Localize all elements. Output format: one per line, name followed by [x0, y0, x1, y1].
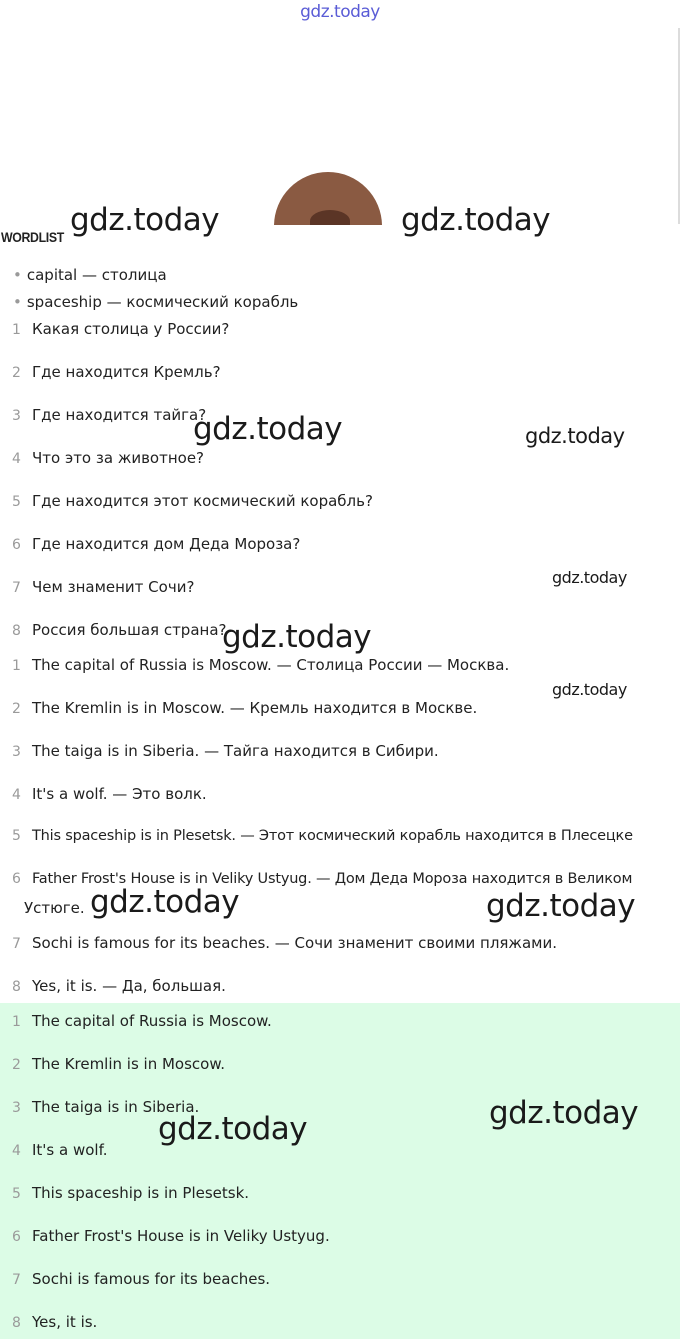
watermark: gdz.today — [158, 1111, 308, 1147]
question-row — [12, 535, 300, 553]
watermark: gdz.today — [552, 680, 627, 699]
answer-row — [12, 1055, 225, 1073]
answer-text: Sochi is famous for its beaches. — [32, 1270, 271, 1288]
translated-answer-row — [12, 934, 557, 952]
question-row — [12, 320, 229, 338]
answer-text: The Kremlin is in Moscow. — [32, 1055, 226, 1073]
question-row — [12, 492, 373, 510]
translated-answer-row — [12, 656, 509, 674]
translated-answer-row — [12, 828, 633, 844]
wordlist-item — [13, 293, 298, 311]
question-text: Что это за животное? — [32, 449, 205, 467]
answer-text: This spaceship is in Plesetsk. — [32, 1184, 250, 1202]
answer-text-continuation: Устюге. — [24, 899, 85, 917]
wordlist-item-text: spaceship — космический корабль — [26, 293, 299, 311]
answer-number: 7 — [12, 936, 21, 952]
answer-number: 8 — [12, 1315, 21, 1331]
watermark: gdz.today — [193, 411, 343, 447]
answer-number: 8 — [12, 979, 21, 995]
answer-number: 4 — [12, 1143, 21, 1159]
answer-row — [12, 1313, 97, 1331]
answer-row — [12, 1184, 249, 1202]
answer-text: Yes, it is. — Да, большая. — [32, 977, 226, 995]
answer-text: Sochi is famous for its beaches. — Сочи знаменит своими пляжами. — [32, 934, 557, 952]
answer-row — [12, 1141, 108, 1159]
answers-panel — [0, 1003, 680, 1339]
answer-row — [12, 1270, 270, 1288]
question-text: Где находится этот космический корабль? — [32, 492, 373, 510]
answer-number: 5 — [12, 1186, 21, 1202]
question-number: 8 — [12, 623, 21, 639]
answer-text: The capital of Russia is Moscow. — Столица России — Москва. — [32, 656, 510, 674]
translated-answer-row — [12, 699, 477, 717]
translated-answer-row — [12, 742, 439, 760]
watermark: gdz.today — [552, 568, 627, 587]
answer-number: 4 — [12, 787, 21, 803]
question-row — [12, 621, 226, 639]
watermark: gdz.today — [525, 424, 625, 448]
question-row — [12, 363, 221, 381]
answer-number: 7 — [12, 1272, 21, 1288]
wordlist-heading: WORDLIST — [1, 229, 64, 245]
answer-number: 6 — [12, 1229, 21, 1245]
answer-text: The Kremlin is in Moscow. — Кремль находится в Москве. — [32, 699, 478, 717]
answer-row — [12, 1012, 272, 1030]
watermark: gdz.today — [401, 202, 551, 238]
bullet-icon: • — [13, 293, 22, 311]
wordlist-item — [13, 266, 167, 284]
question-text: Где находится тайга? — [32, 406, 207, 424]
question-row — [12, 449, 204, 467]
answer-text: The taiga is in Siberia. — Тайга находится в Сибири. — [32, 742, 439, 760]
answer-number: 1 — [12, 1014, 21, 1030]
answer-text: Father Frost's House is in Veliky Ustyug. — Дом Деда Мороза находится в Великом — [32, 871, 633, 887]
question-text: Где находится дом Деда Мороза? — [32, 535, 301, 553]
question-text: Где находится Кремль? — [32, 363, 221, 381]
question-text: Какая столица у России? — [32, 320, 230, 338]
answer-text: It's a wolf. — Это волк. — [32, 785, 207, 803]
watermark: gdz.today — [90, 884, 240, 920]
answer-text: The taiga is in Siberia. — [32, 1098, 200, 1116]
question-number: 7 — [12, 580, 21, 596]
answer-text: It's a wolf. — [32, 1141, 108, 1159]
question-text: Россия большая страна? — [32, 621, 227, 639]
answer-text: Father Frost's House is in Veliky Ustyug. — [32, 1227, 330, 1245]
question-number: 5 — [12, 494, 21, 510]
translated-answer-row — [12, 977, 226, 995]
question-text: Чем знаменит Сочи? — [32, 578, 195, 596]
question-number: 4 — [12, 451, 21, 467]
translated-answer-row — [12, 785, 207, 803]
answer-number: 5 — [12, 828, 21, 844]
question-number: 1 — [12, 322, 21, 338]
wordlist-item-text: capital — столица — [26, 266, 167, 284]
watermark: gdz.today — [486, 888, 636, 924]
answer-text: Yes, it is. — [32, 1313, 98, 1331]
avatar — [274, 172, 382, 225]
answer-text: The capital of Russia is Moscow. — [32, 1012, 272, 1030]
question-number: 6 — [12, 537, 21, 553]
answer-number: 1 — [12, 658, 21, 674]
avatar-shade — [310, 210, 350, 225]
answer-number: 2 — [12, 701, 21, 717]
watermark: gdz.today — [489, 1095, 639, 1131]
question-row — [12, 406, 206, 424]
bullet-icon: • — [13, 266, 22, 284]
watermark: gdz.today — [70, 202, 220, 238]
answer-number: 3 — [12, 744, 21, 760]
question-number: 2 — [12, 365, 21, 381]
top-watermark: gdz.today — [300, 2, 380, 22]
question-row — [12, 578, 194, 596]
watermark: gdz.today — [222, 619, 372, 655]
answer-row — [12, 1227, 330, 1245]
answer-number: 3 — [12, 1100, 21, 1116]
answer-number: 2 — [12, 1057, 21, 1073]
answer-number: 6 — [12, 871, 21, 887]
answer-text: This spaceship is in Plesetsk. — Этот космический корабль находится в Плесецке — [32, 828, 633, 844]
question-number: 3 — [12, 408, 21, 424]
